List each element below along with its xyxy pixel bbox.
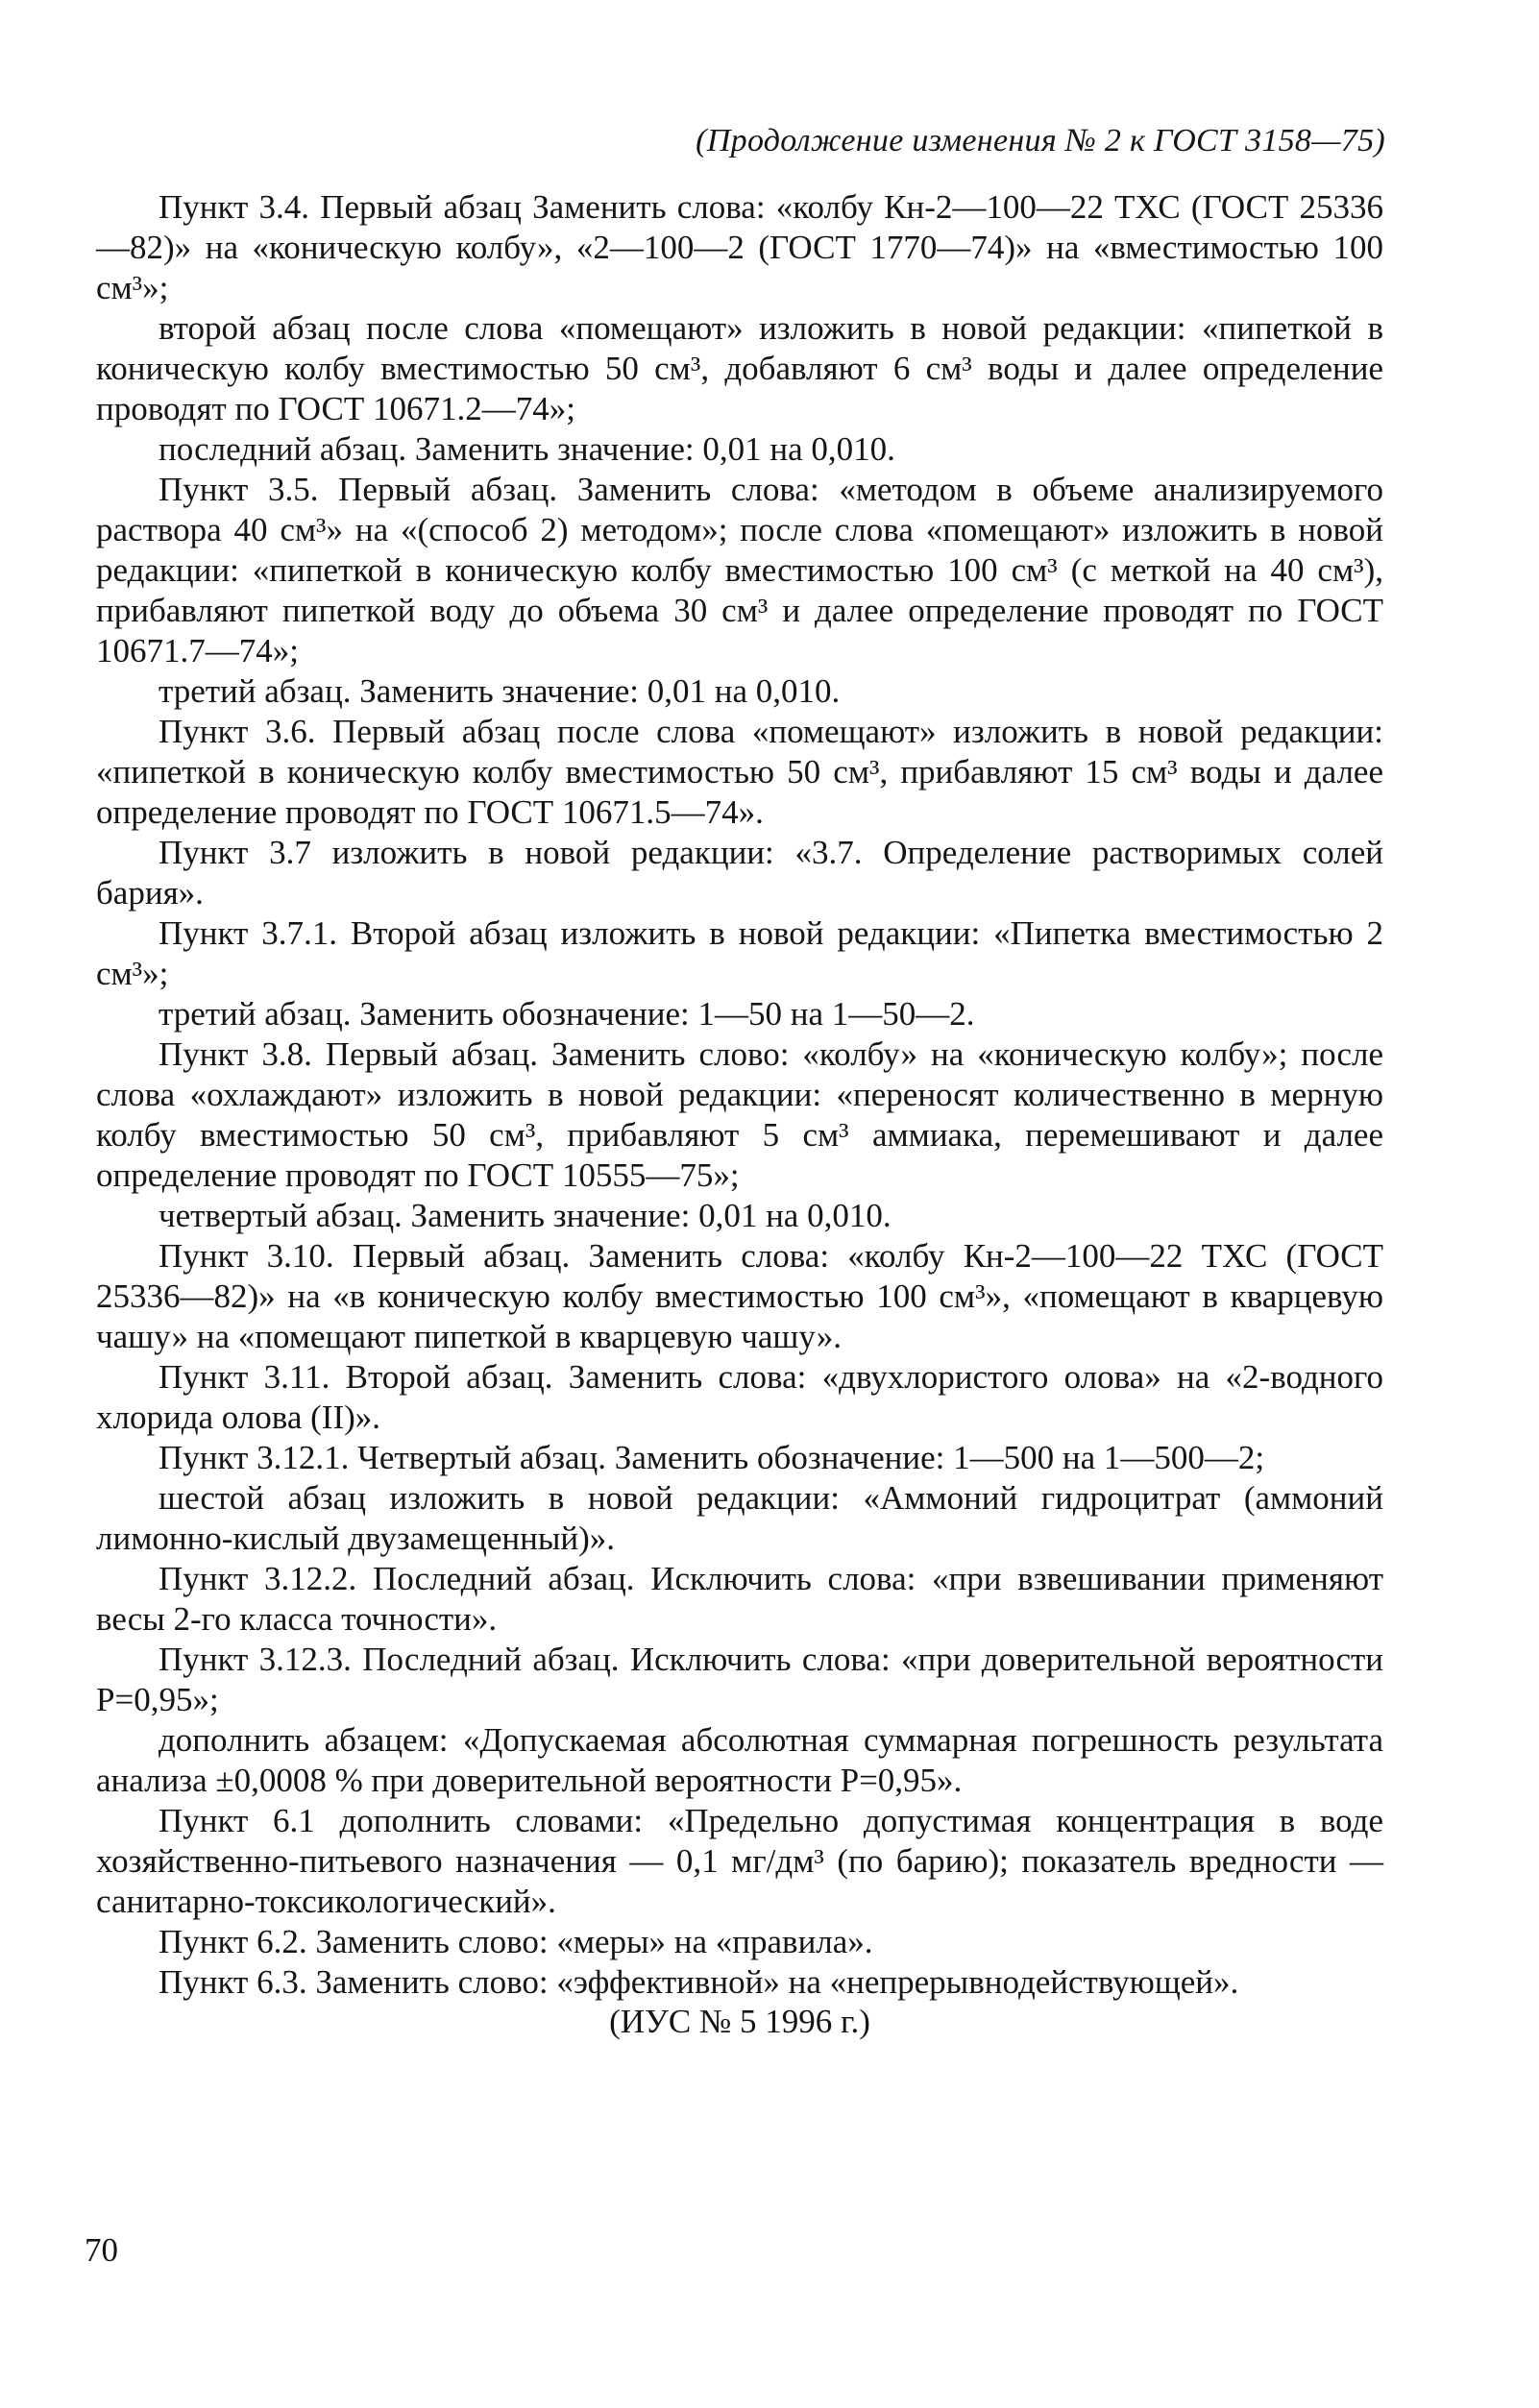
paragraph: Пункт 3.7.1. Второй абзац изложить в новой редакции: «Пипетка вместимостью 2 см³»;	[96, 914, 1383, 992]
paragraph: дополнить абзацем: «Допускаемая абсолютная суммарная погрешность результата анализа ±0,0008 % при доверительной вероятности P=0,95».	[96, 1721, 1383, 1799]
paragraph: Пункт 3.11. Второй абзац. Заменить слова: «двухлористого олова» на «2-водного хлорида олова (II)».	[96, 1358, 1383, 1436]
paragraph: Пункт 3.4. Первый абзац Заменить слова: «колбу Кн-2—100—22 ТХС (ГОСТ 25336—82)» на «коническую колбу», «2—100—2 (ГОСТ 1770—74)» на «вместимостью 100 см³»;	[96, 188, 1383, 306]
paragraph: шестой абзац изложить в новой редакции: «Аммоний гидроцитрат (аммоний лимонно-кислый двузамещенный)».	[96, 1479, 1383, 1557]
paragraph: последний абзац. Заменить значение: 0,01 на 0,010.	[159, 430, 895, 468]
paragraph: Пункт 3.5. Первый абзац. Заменить слова: «методом в объеме анализируемого раствора 40 см³» на «(способ 2) методом»; после слова «помещают» изложить в новой редакции: «пипеткой в коническую колбу вместимостью 100 см³ (с меткой на 40 см³), прибавляют пипеткой воду до объема 30 см³ и далее определение проводят по ГОСТ 10671.7—74»;	[96, 471, 1383, 669]
document-body	[96, 187, 1383, 2003]
paragraph: второй абзац после слова «помещают» изложить в новой редакции: «пипеткой в коническую колбу вместимостью 50 см³, добавляют 6 см³ воды и далее определение проводят по ГОСТ 10671.2—74»;	[96, 309, 1383, 427]
paragraph: Пункт 3.10. Первый абзац. Заменить слова: «колбу Кн-2—100—22 ТХС (ГОСТ 25336—82)» на «в коническую колбу вместимостью 100 см³», «помещают в кварцевую чашу» на «помещают пипеткой в кварцевую чашу».	[96, 1237, 1383, 1355]
paragraph: третий абзац. Заменить обозначение: 1—50 на 1—50—2.	[159, 995, 975, 1033]
paragraph: Пункт 3.12.2. Последний абзац. Исключить слова: «при взвешивании применяют весы 2-го класса точности».	[96, 1560, 1383, 1638]
paragraph: Пункт 3.7 изложить в новой редакции: «3.7. Определение растворимых солей бария».	[96, 834, 1383, 912]
paragraph: третий абзац. Заменить значение: 0,01 на 0,010.	[159, 672, 841, 710]
continuation-header: (Продолжение изменения № 2 к ГОСТ 3158—75)	[696, 123, 1385, 158]
paragraph: Пункт 3.8. Первый абзац. Заменить слово: «колбу» на «коническую колбу»; после слова «охлаждают» изложить в новой редакции: «переносят количественно в мерную колбу вместимостью 50 см³, прибавляют 5 см³ аммиака, перемешивают и далее определение проводят по ГОСТ 10555—75»;	[96, 1035, 1383, 1194]
paragraph: Пункт 3.12.1. Четвертый абзац. Заменить обозначение: 1—500 на 1—500—2;	[159, 1439, 1265, 1476]
paragraph: Пункт 6.3. Заменить слово: «эффективной» на «непрерывнодействующей».	[159, 1963, 1239, 2001]
source-note: (ИУС № 5 1996 г.)	[609, 2003, 870, 2040]
paragraph: Пункт 6.1 дополнить словами: «Предельно допустимая концентрация в воде хозяйственно-питьевого назначения — 0,1 мг/дм³ (по барию); показатель вредности — санитарно-токсикологический».	[96, 1802, 1383, 1920]
paragraph: Пункт 6.2. Заменить слово: «меры» на «правила».	[159, 1923, 873, 1960]
paragraph: Пункт 3.12.3. Последний абзац. Исключить слова: «при доверительной вероятности P=0,95»;	[96, 1641, 1383, 1718]
paragraph: четвертый абзац. Заменить значение: 0,01 на 0,010.	[159, 1197, 892, 1234]
paragraph: Пункт 3.6. Первый абзац после слова «помещают» изложить в новой редакции: «пипеткой в коническую колбу вместимостью 50 см³, прибавляют 15 см³ воды и далее определение проводят по ГОСТ 10671.5—74».	[96, 713, 1383, 831]
page-number: 70	[85, 2231, 118, 2269]
